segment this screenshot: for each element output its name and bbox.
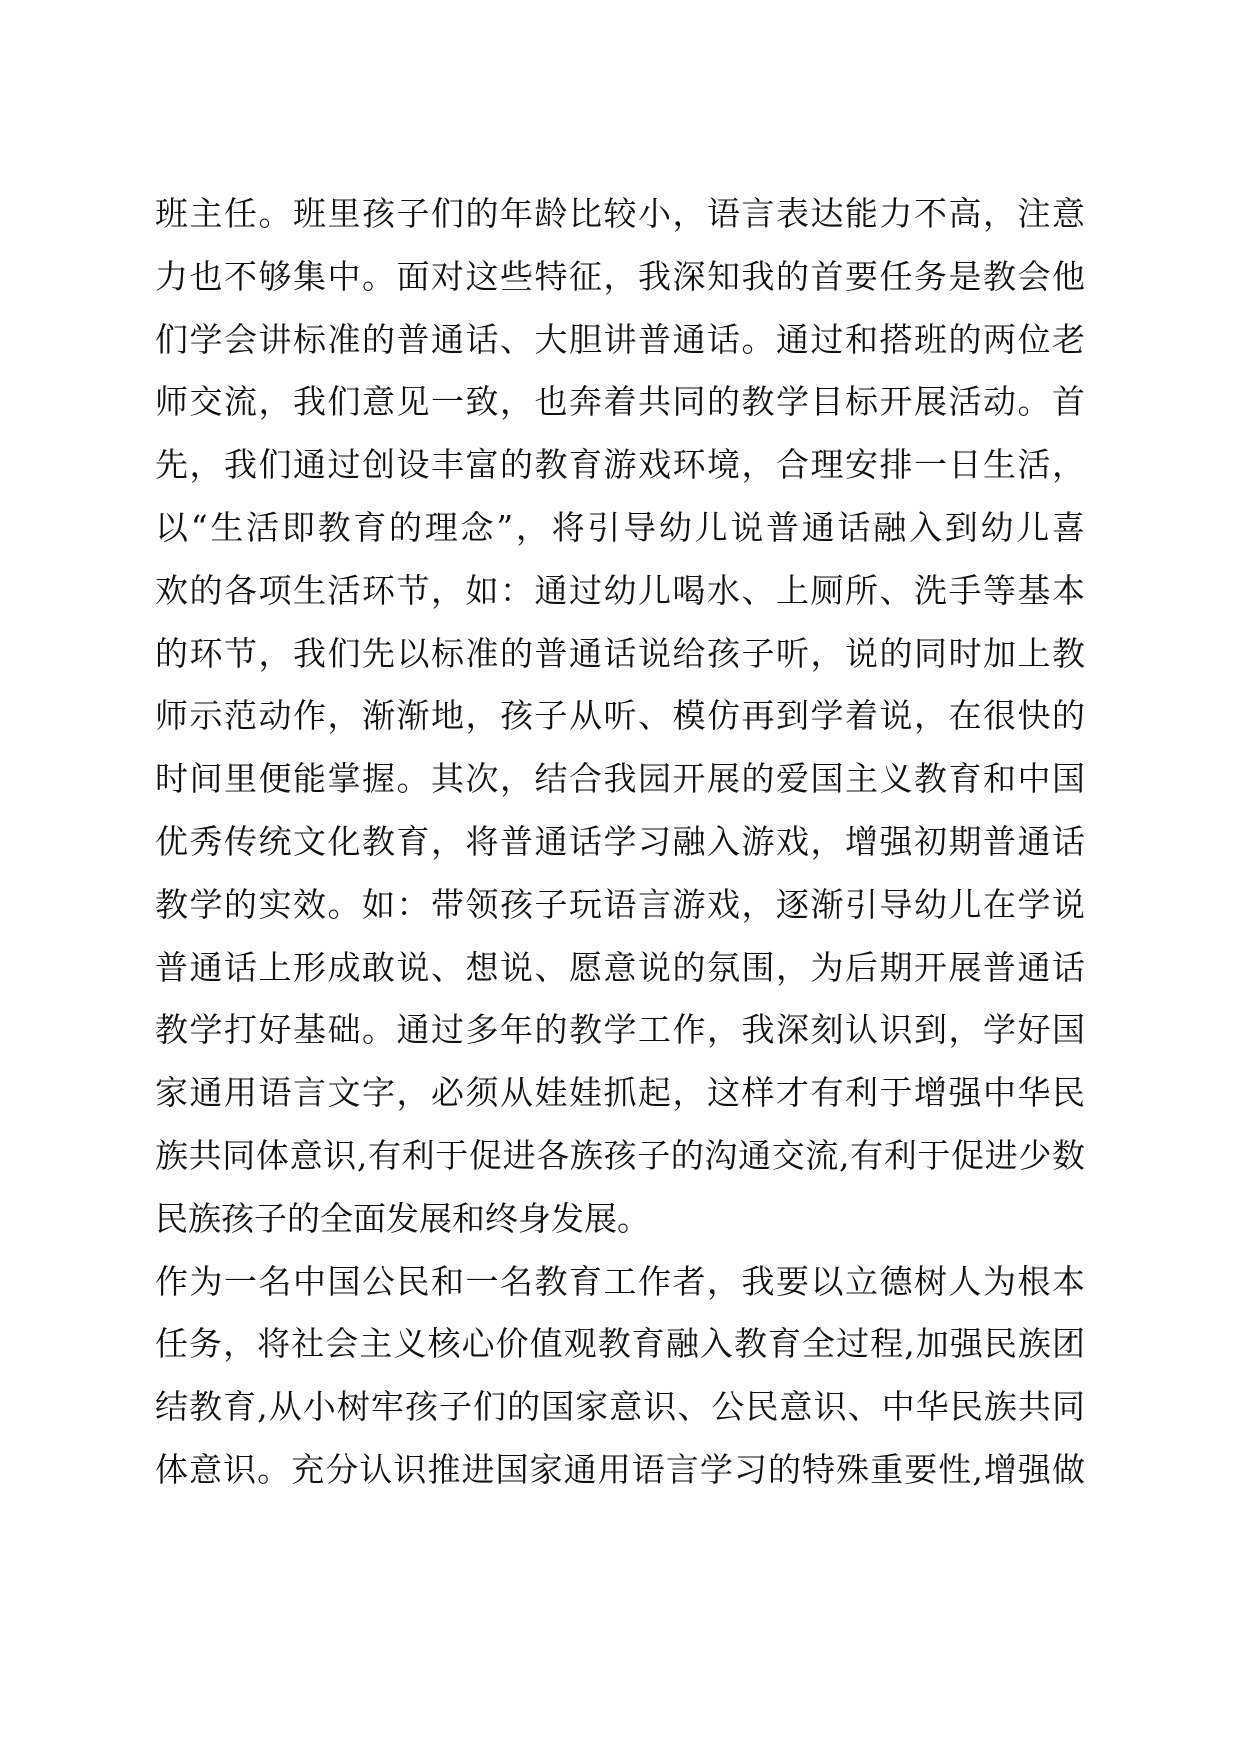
text-line: 时间里便能掌握。其次，结合我园开展的爱国主义教育和中国: [155, 759, 1085, 799]
text-line: 结教育,从小树牢孩子们的国家意识、公民意识、中华民族共同: [155, 1387, 1085, 1427]
text-line: 普通话上形成敢说、想说、愿意说的氛围，为后期开展普通话: [155, 947, 1085, 987]
text-line: 的环节，我们先以标准的普通话说给孩子听，说的同时加上教: [155, 633, 1085, 673]
body-text: [155, 183, 1085, 1502]
text-line: 民族孩子的全面发展和终身发展。: [155, 1198, 650, 1238]
text-line: 欢的各项生活环节，如：通过幼儿喝水、上厕所、洗手等基本: [155, 570, 1085, 610]
text-line: 师示范动作，渐渐地，孩子从听、模仿再到学着说，在很快的: [155, 696, 1085, 736]
text-line: 先，我们通过创设丰富的教育游戏环境，合理安排一日生活，: [155, 445, 1085, 485]
text-line: 优秀传统文化教育，将普通话学习融入游戏，增强初期普通话: [155, 821, 1085, 861]
text-line: 族共同体意识,有利于促进各族孩子的沟通交流,有利于促进少数: [155, 1135, 1085, 1175]
text-line: 体意识。充分认识推进国家通用语言学习的特殊重要性,增强做: [155, 1449, 1085, 1489]
text-line: 作为一名中国公民和一名教育工作者，我要以立德树人为根本: [155, 1261, 1085, 1301]
text-line: 们学会讲标准的普通话、大胆讲普通话。通过和搭班的两位老: [155, 319, 1085, 359]
text-line: 教学的实效。如：带领孩子玩语言游戏，逐渐引导幼儿在学说: [155, 884, 1085, 924]
text-line: 家通用语言文字，必须从娃娃抓起，这样才有利于增强中华民: [155, 1073, 1085, 1113]
text-line: 以“生活即教育的理念”，将引导幼儿说普通话融入到幼儿喜: [155, 507, 1085, 547]
text-line: 班主任。班里孩子们的年龄比较小，语言表达能力不高，注意: [155, 194, 1085, 233]
text-line: 教学打好基础。通过多年的教学工作，我深刻认识到，学好国: [155, 1010, 1085, 1050]
text-line: 任务，将社会主义核心价值观教育融入教育全过程,加强民族团: [155, 1324, 1085, 1364]
text-line: 师交流，我们意见一致，也奔着共同的教学目标开展活动。首: [155, 382, 1085, 422]
text-line: 力也不够集中。面对这些特征，我深知我的首要任务是教会他: [155, 256, 1085, 296]
